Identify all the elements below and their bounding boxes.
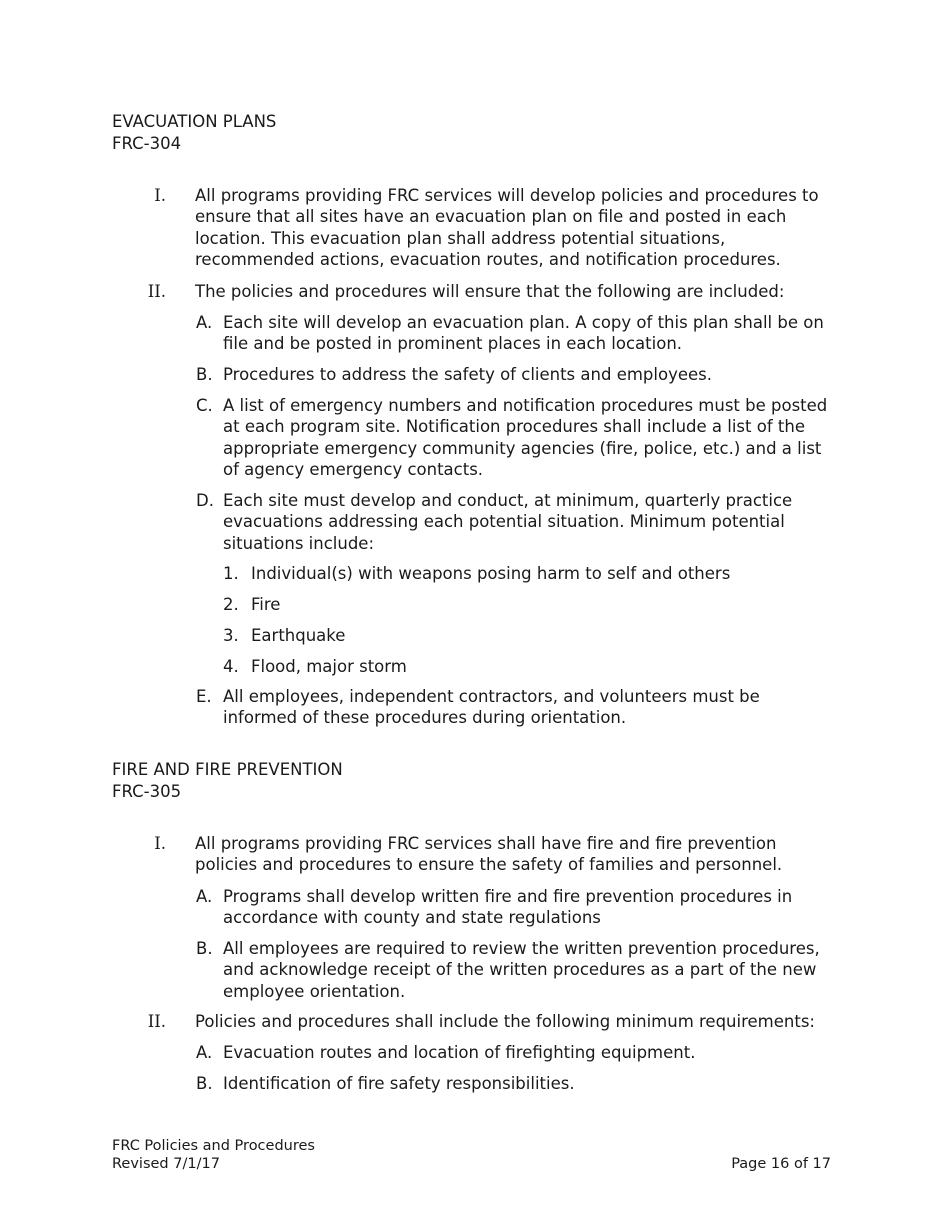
letter-marker: A. <box>196 887 213 906</box>
list-item-text: Flood, major storm <box>251 657 407 676</box>
list-item-text: Individual(s) with weapons posing harm to self and others <box>251 564 731 583</box>
roman-marker: II. <box>147 1012 166 1031</box>
letter-marker: A. <box>196 1043 213 1062</box>
list-item-text: Each site must develop and conduct, at minimum, quarterly practice evacuations addressing each potential situation. Minimum potential situations include: <box>223 491 793 553</box>
letter-marker: E. <box>196 687 212 706</box>
section-heading-evacuation <box>112 111 276 155</box>
number-marker: 4. <box>223 657 239 676</box>
roman-marker: I. <box>154 186 166 205</box>
list-item-text: Policies and procedures shall include the following minimum requirements: <box>195 1012 815 1031</box>
letter-marker: C. <box>196 396 213 415</box>
roman-marker: I. <box>154 834 166 853</box>
section-code: FRC-305 <box>112 782 182 801</box>
section-title: EVACUATION PLANS <box>112 112 277 131</box>
footer-revised: Revised 7/1/17 <box>112 1156 220 1172</box>
letter-marker: A. <box>196 313 213 332</box>
section-title: FIRE AND FIRE PREVENTION <box>112 760 343 779</box>
list-item-text: Each site will develop an evacuation plan. A copy of this plan shall be on file and be posted in prominent places in each location. <box>223 313 824 354</box>
list-item-text: Evacuation routes and location of firefighting equipment. <box>223 1043 696 1062</box>
section-heading-fire <box>112 759 343 803</box>
page-number: Page 16 of 17 <box>731 1156 831 1172</box>
list-item-text: Identification of fire safety responsibilities. <box>223 1074 575 1093</box>
list-item-text: All programs providing FRC services shall have fire and fire prevention policies and procedures to ensure the safety of families and personnel. <box>195 834 783 875</box>
list-item-text: Procedures to address the safety of clients and employees. <box>223 365 712 384</box>
letter-marker: D. <box>196 491 214 510</box>
list-item-text: All programs providing FRC services will develop policies and procedures to ensure that all sites have an evacuation plan on file and posted in each location. This evacuation plan shall address potential situations, recommended actions, evacuation routes, and notification procedures. <box>195 186 819 269</box>
list-item-text: All employees are required to review the written prevention procedures, and acknowledge receipt of the written procedures as a part of the new employee orientation. <box>223 939 820 1001</box>
letter-marker: B. <box>196 1074 213 1093</box>
section-code: FRC-304 <box>112 134 182 153</box>
roman-marker: II. <box>147 282 166 301</box>
list-item-text: A list of emergency numbers and notification procedures must be posted at each program site. Notification procedures shall include a list of the appropriate emergency community agencies (fire, police, etc.) and a list of agency emergency contacts. <box>223 396 828 479</box>
letter-marker: B. <box>196 939 213 958</box>
letter-marker: B. <box>196 365 213 384</box>
number-marker: 1. <box>223 564 239 583</box>
list-item-text: The policies and procedures will ensure that the following are included: <box>195 282 785 301</box>
list-item-text: Fire <box>251 595 281 614</box>
list-item-text: Earthquake <box>251 626 346 645</box>
footer <box>112 1137 315 1173</box>
number-marker: 3. <box>223 626 239 645</box>
list-item-text: All employees, independent contractors, and volunteers must be informed of these procedures during orientation. <box>223 687 760 728</box>
footer-title: FRC Policies and Procedures <box>112 1138 315 1154</box>
number-marker: 2. <box>223 595 239 614</box>
list-item-text: Programs shall develop written fire and fire prevention procedures in accordance with county and state regulations <box>223 887 793 928</box>
